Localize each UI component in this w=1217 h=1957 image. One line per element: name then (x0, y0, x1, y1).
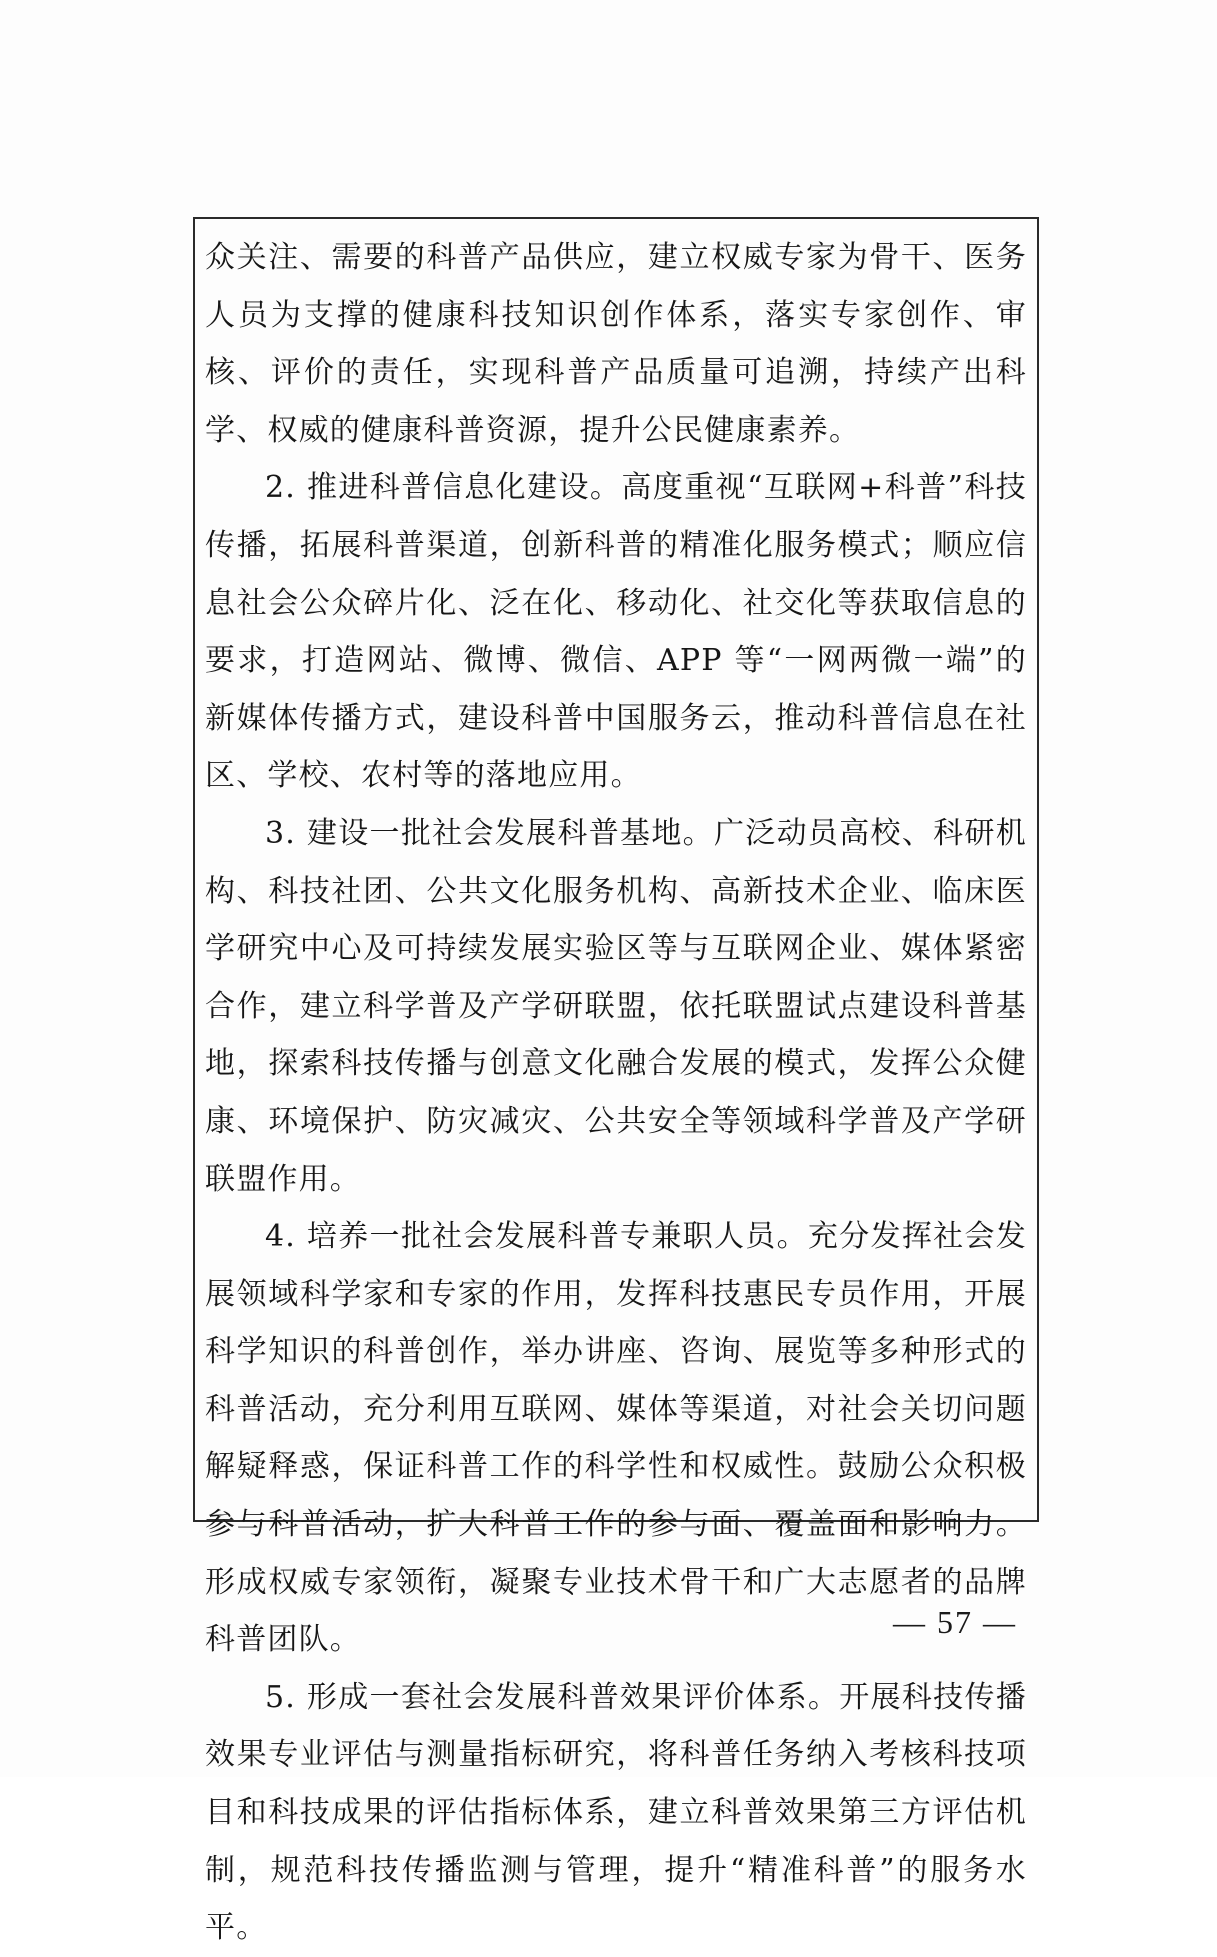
paragraph-item-3: 3. 建设一批社会发展科普基地。广泛动员高校、科研机构、科技社团、公共文化服务机构、高新技术企业、临床医学研究中心及可持续发展实验区等与互联网企业、媒体紧密合作，建立科学普及产学研联盟，依托联盟试点建设科普基地，探索科技传播与创意文化融合发展的模式，发挥公众健康、环境保护、防灾减灾、公共安全等领域科学普及产学研联盟作用。 (205, 815, 1027, 1197)
paragraph-continuation: 众关注、需要的科普产品供应，建立权威专家为骨干、医务人员为支撑的健康科技知识创作体系，落实专家创作、审核、评价的责任，实现科普产品质量可追溯，持续产出科学、权威的健康科普资源，提升公民健康素养。 (205, 240, 1027, 448)
paragraph-item-2: 2. 推进科普信息化建设。高度重视“互联网+科普”科技传播，拓展科普渠道，创新科普的精准化服务模式；顺应信息社会公众碎片化、泛在化、移动化、社交化等获取信息的要求，打造网站、微博、微信、APP 等“一网两微一端”的新媒体传播方式，建设科普中国服务云，推动科普信息在社区、学校、农村等的落地应用。 (205, 470, 1027, 794)
paragraph-item-4: 4. 培养一批社会发展科普专兼职人员。充分发挥社会发展领域科学家和专家的作用，发挥科技惠民专员作用，开展科学知识的科普创作，举办讲座、咨询、展览等多种形式的科普活动，充分利用互联网、媒体等渠道，对社会关切问题解疑释惑，保证科普工作的科学性和权威性。鼓励公众积极参与科普活动，扩大科普工作的参与面、覆盖面和影响力。形成权威专家领衔，凝聚专业技术骨干和广大志愿者的品牌科普团队。 (205, 1219, 1027, 1658)
page-number: — 57 — (893, 1604, 1017, 1640)
paragraph-item-5: 5. 形成一套社会发展科普效果评价体系。开展科技传播效果专业评估与测量指标研究，将科普任务纳入考核科技项目和科技成果的评估指标体系，建立科普效果第三方评估机制，规范科技传播监测与管理，提升“精准科普”的服务水平。 (205, 1679, 1027, 1946)
